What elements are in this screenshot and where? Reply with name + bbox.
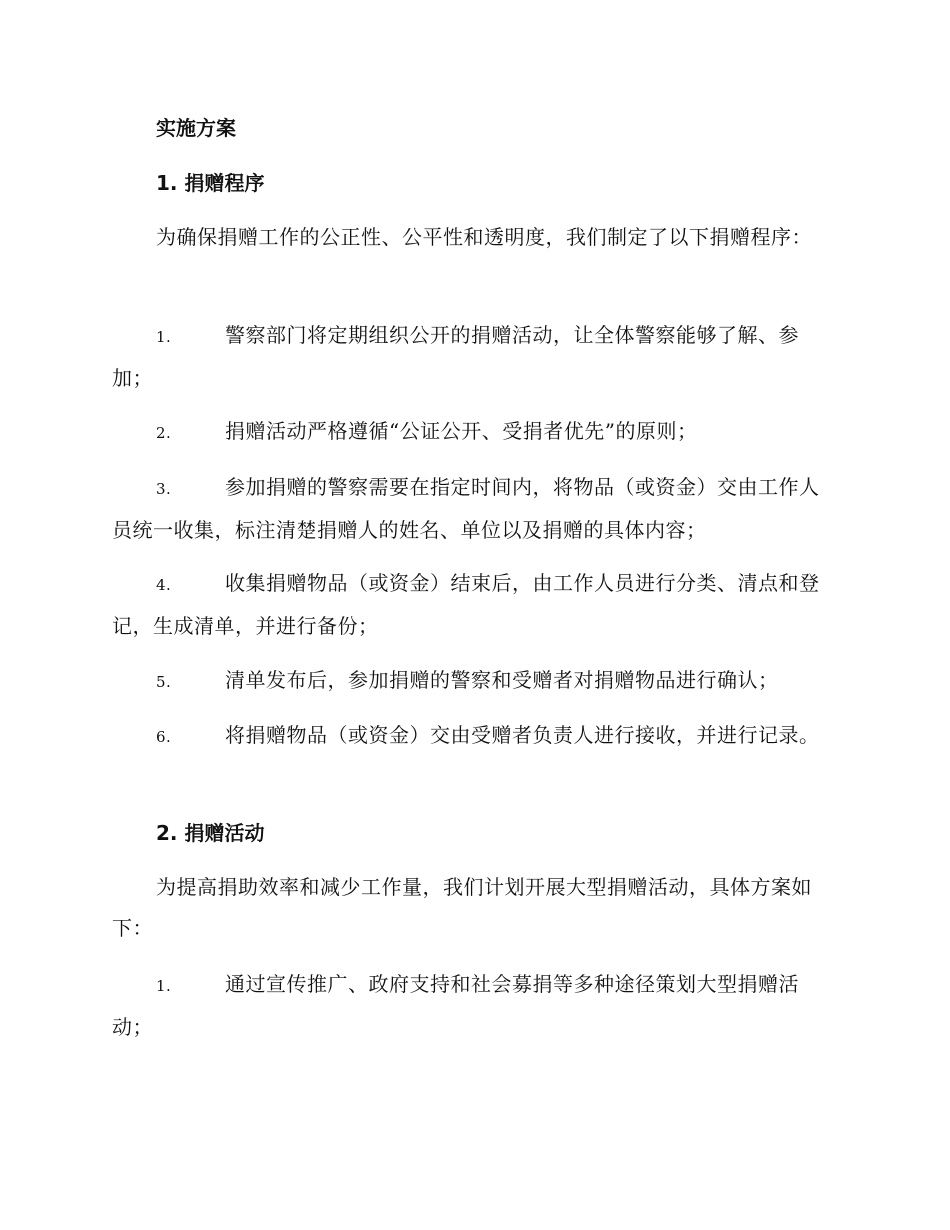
list-item-text: 通过宣传推广、政府支持和社会募捐等多种途径策划大型捐赠活动； xyxy=(112,972,799,1039)
list-item-text: 收集捐赠物品（或资金）结束后，由工作人员进行分类、清点和登记，生成清单，并进行备份； xyxy=(112,571,820,638)
list-item-number: 6. xyxy=(156,728,172,746)
list-item-text: 将捐赠物品（或资金）交由受赠者负责人进行接收，并进行记录。 xyxy=(225,723,820,747)
list-item xyxy=(112,964,834,1048)
list-item-number: 1. xyxy=(156,328,172,346)
section-1-intro: 为确保捐赠工作的公正性、公平性和透明度，我们制定了以下捐赠程序： xyxy=(156,225,812,249)
section-1-heading: 1. 捐赠程序 xyxy=(156,171,265,195)
list-item xyxy=(112,467,834,551)
list-item-text: 警察部门将定期组织公开的捐赠活动，让全体警察能够了解、参加； xyxy=(112,323,799,390)
list-item xyxy=(112,315,834,399)
list-item-number: 5. xyxy=(156,673,172,691)
list-item xyxy=(112,411,834,454)
list-item-text: 捐赠活动严格遵循“公证公开、受捐者优先”的原则； xyxy=(225,419,698,443)
section-2-intro: 为提高捐助效率和减少工作量，我们计划开展大型捐赠活动，具体方案如下： xyxy=(112,875,812,940)
list-item xyxy=(112,715,834,758)
document-title: 实施方案 xyxy=(156,116,236,140)
list-item-text: 清单发布后，参加捐赠的警察和受赠者对捐赠物品进行确认； xyxy=(225,668,779,692)
list-item-number: 2. xyxy=(156,424,172,442)
list-item-number: 3. xyxy=(156,480,172,498)
list-item xyxy=(112,563,834,647)
list-item-number: 4. xyxy=(156,576,172,594)
list-item xyxy=(112,660,834,703)
list-item-number: 1. xyxy=(156,977,172,995)
section-2-heading: 2. 捐赠活动 xyxy=(156,821,265,845)
list-item-text: 参加捐赠的警察需要在指定时间内，将物品（或资金）交由工作人员统一收集，标注清楚捐赠人的姓名、单位以及捐赠的具体内容； xyxy=(112,475,820,542)
